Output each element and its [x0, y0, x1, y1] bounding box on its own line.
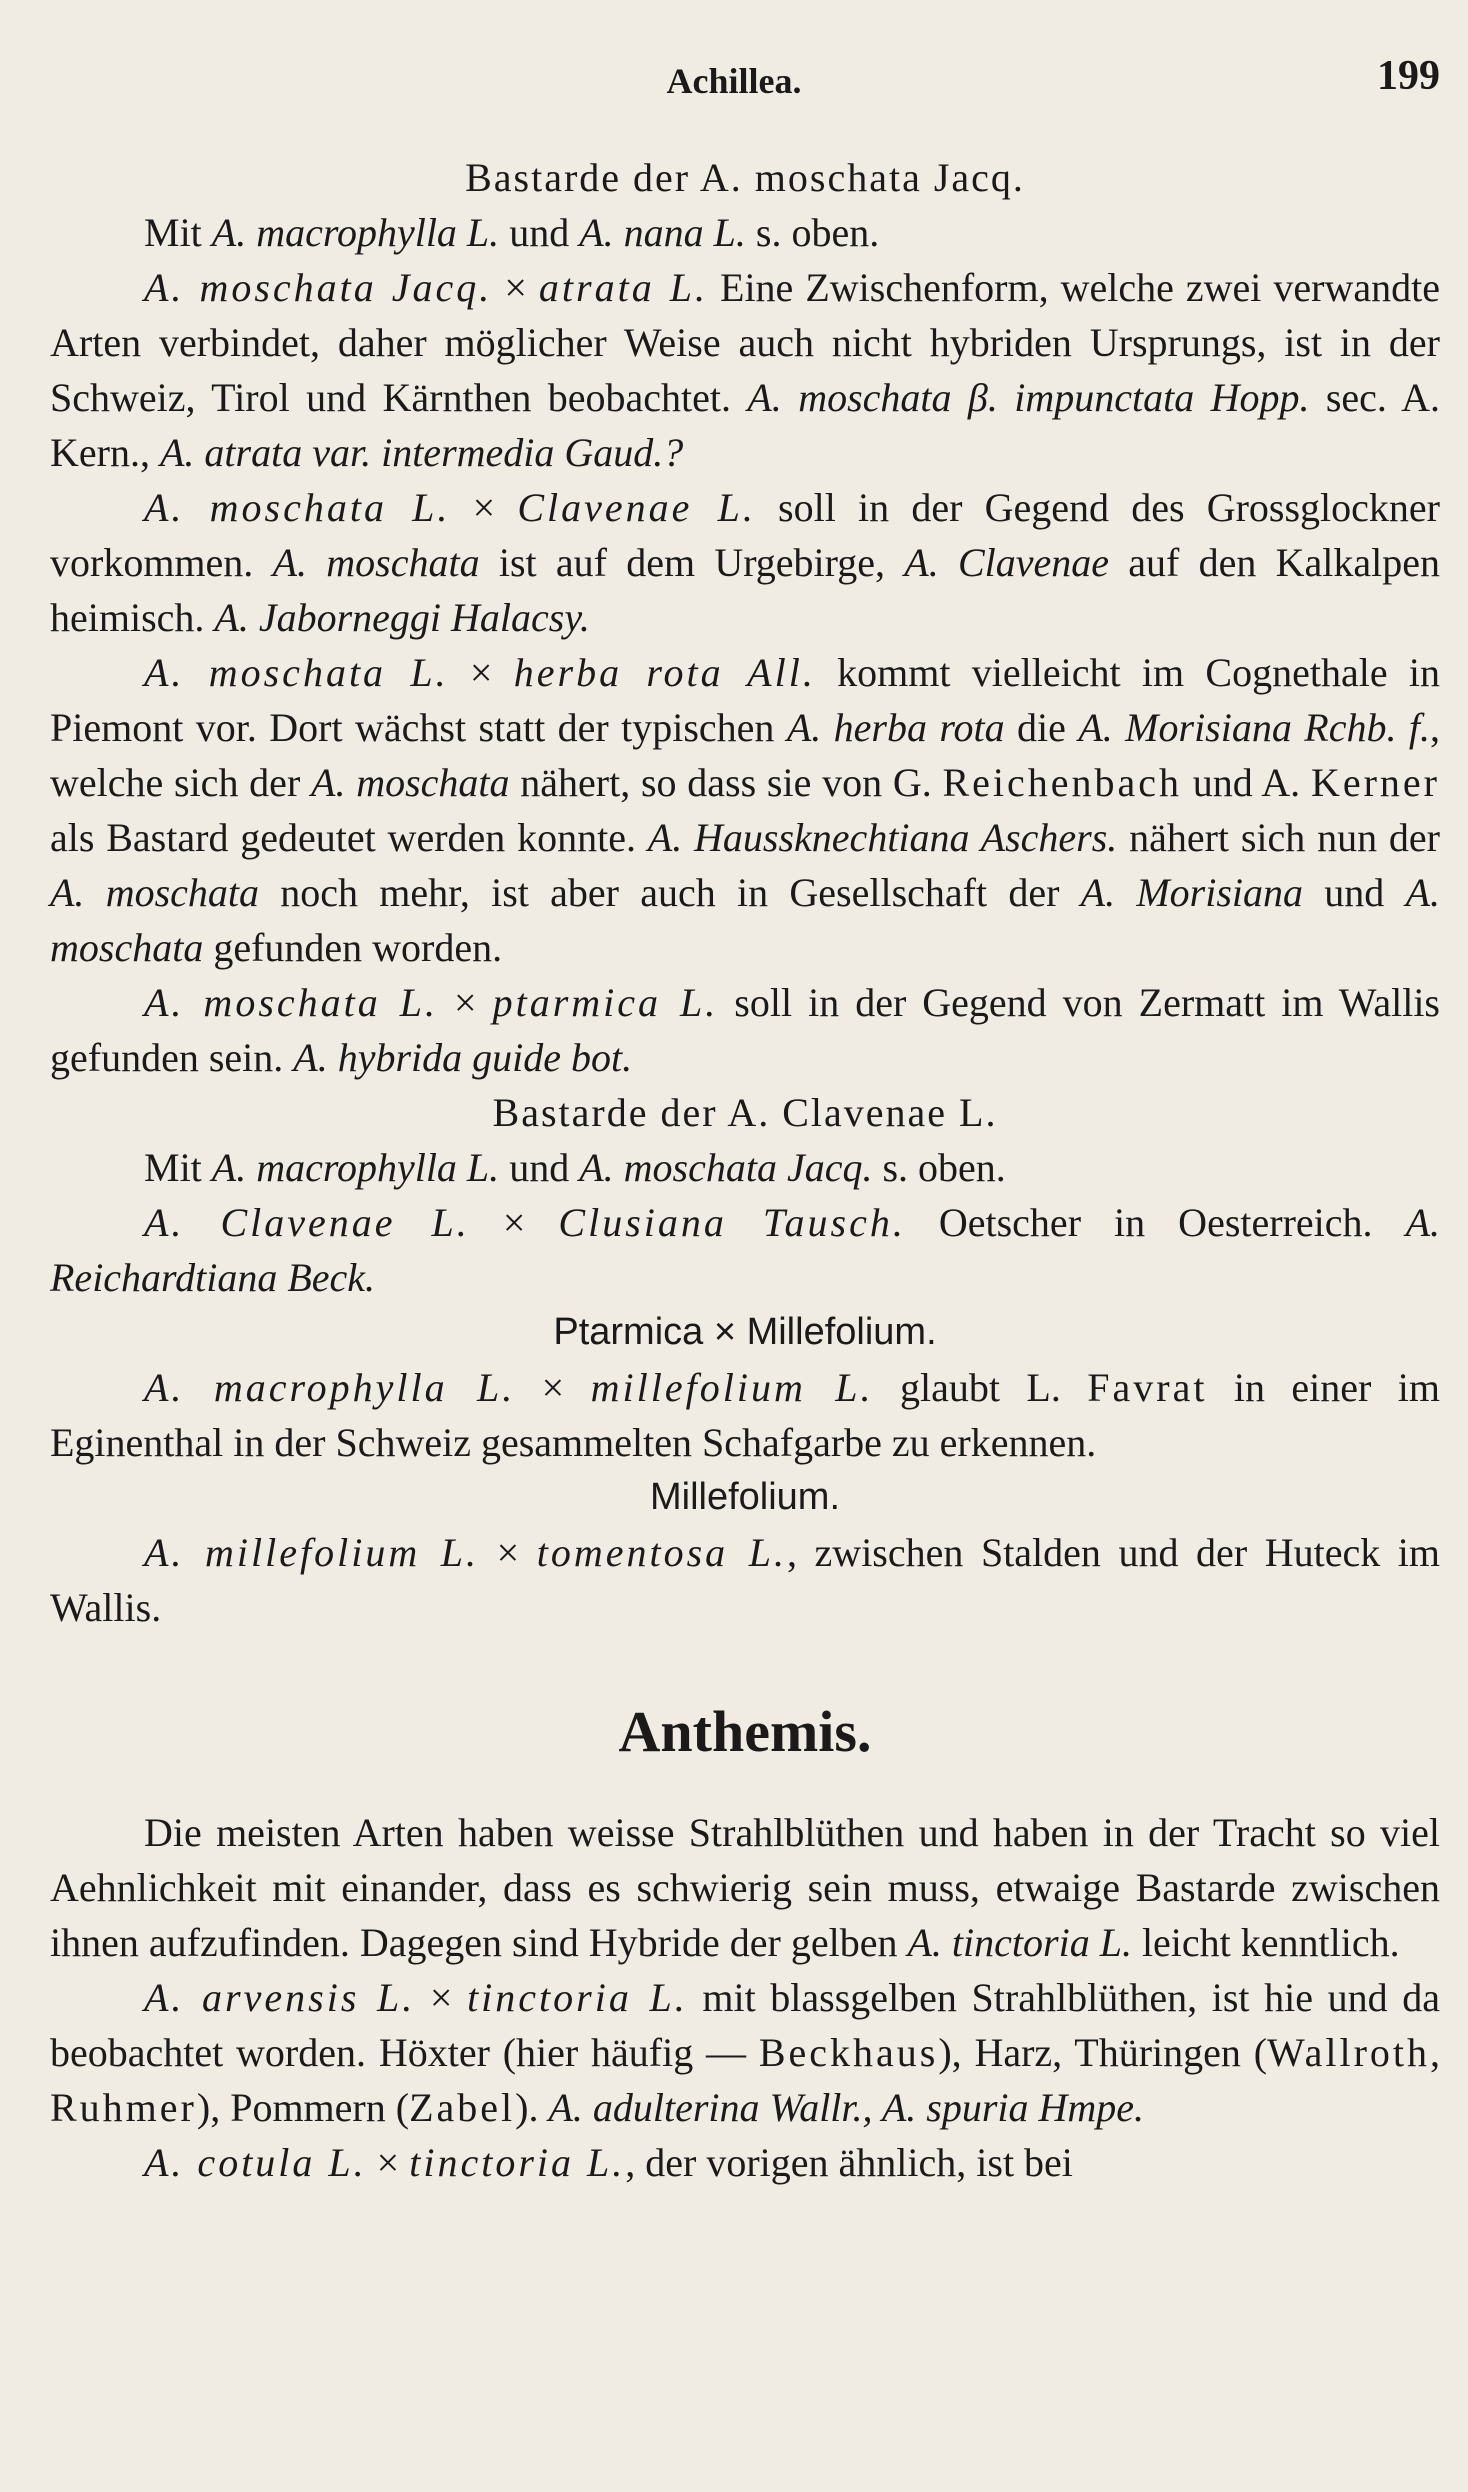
- paragraph: A. Clavenae L. × Clusiana Tausch. Oetscher in Oesterreich. A. Reichardtiana Beck.: [50, 1200, 1440, 1300]
- page-number: 199: [1377, 53, 1440, 99]
- page-body: [50, 150, 1440, 2190]
- running-title: Achillea.: [666, 61, 802, 101]
- paragraph: A. moschata L. × herba rota All. kommt vielleicht im Cognethale in Piemont vor. Dort wächst statt der typischen A. herba rota die A. Morisiana Rchb. f., welche sich der A. moschata nähert, so dass sie von G. Reichenbach und A. Kerner als Bastard gedeutet werden konnte. A. Haussknechtiana Aschers. nähert sich nun der A. moschata noch mehr, ist aber auch in Gesellschaft der A. Morisiana und A. moschata gefunden worden.: [50, 650, 1441, 970]
- paragraph: A. arvensis L. × tinctoria L. mit blassgelben Strahlblüthen, ist hie und da beobachtet worden. Höxter (hier häufig — Beckhaus), Harz, Thüringen (Wallroth, Ruhmer), Pommern (Zabel). A. adulterina Wallr., A. spuria Hmpe.: [50, 1975, 1440, 2130]
- section-heading-ptarmica-millefolium: Ptarmica × Millefolium.: [553, 1311, 937, 1353]
- section-heading-clavenae: Bastarde der A. Clavenae L.: [492, 1090, 998, 1135]
- paragraph: Mit A. macrophylla L. und A. nana L. s. oben.: [144, 210, 880, 255]
- paragraph: A. macrophylla L. × millefolium L. glaubt L. Favrat in einer im Eginenthal in der Schweiz gesammelten Schafgarbe zu erkennen.: [50, 1365, 1441, 1465]
- genus-title-anthemis: Anthemis.: [618, 1699, 872, 1764]
- paragraph: A. moschata L. × Clavenae L. soll in der Gegend des Grossglockner vorkommen. A. moschata ist auf dem Urgebirge, A. Clavenae auf den Kalkalpen heimisch. A. Jaborneggi Halacsy.: [50, 485, 1440, 640]
- paragraph: A. moschata L. × ptarmica L. soll in der Gegend von Zermatt im Wallis gefunden sein. A. hybrida guide bot.: [50, 980, 1441, 1080]
- section-heading-millefolium: Millefolium.: [649, 1476, 841, 1518]
- paragraph: Mit A. macrophylla L. und A. moschata Jacq. s. oben.: [144, 1145, 1006, 1190]
- paragraph: A. cotula L. × tinctoria L., der vorigen ähnlich, ist bei: [144, 2140, 1073, 2185]
- paragraph: A. millefolium L. × tomentosa L., zwischen Stalden und der Huteck im Wallis.: [50, 1530, 1441, 1630]
- page-header: [0, 52, 1468, 112]
- paragraph: A. moschata Jacq. × atrata L. Eine Zwischenform, welche zwei verwandte Arten verbindet, daher möglicher Weise auch nicht hybriden Ursprungs, ist in der Schweiz, Tirol und Kärnthen beobachtet. A. moschata β. impunctata Hopp. sec. A. Kern., A. atrata var. intermedia Gaud.?: [50, 265, 1440, 475]
- section-heading-moschata: Bastarde der A. moschata Jacq.: [465, 155, 1025, 200]
- paragraph: Die meisten Arten haben weisse Strahlblüthen und haben in der Tracht so viel Aehnlichkeit mit einander, dass es schwierig sein muss, etwaige Bastarde zwischen ihnen aufzufinden. Dagegen sind Hybride der gelben A. tinctoria L. leicht kenntlich.: [50, 1810, 1440, 1965]
